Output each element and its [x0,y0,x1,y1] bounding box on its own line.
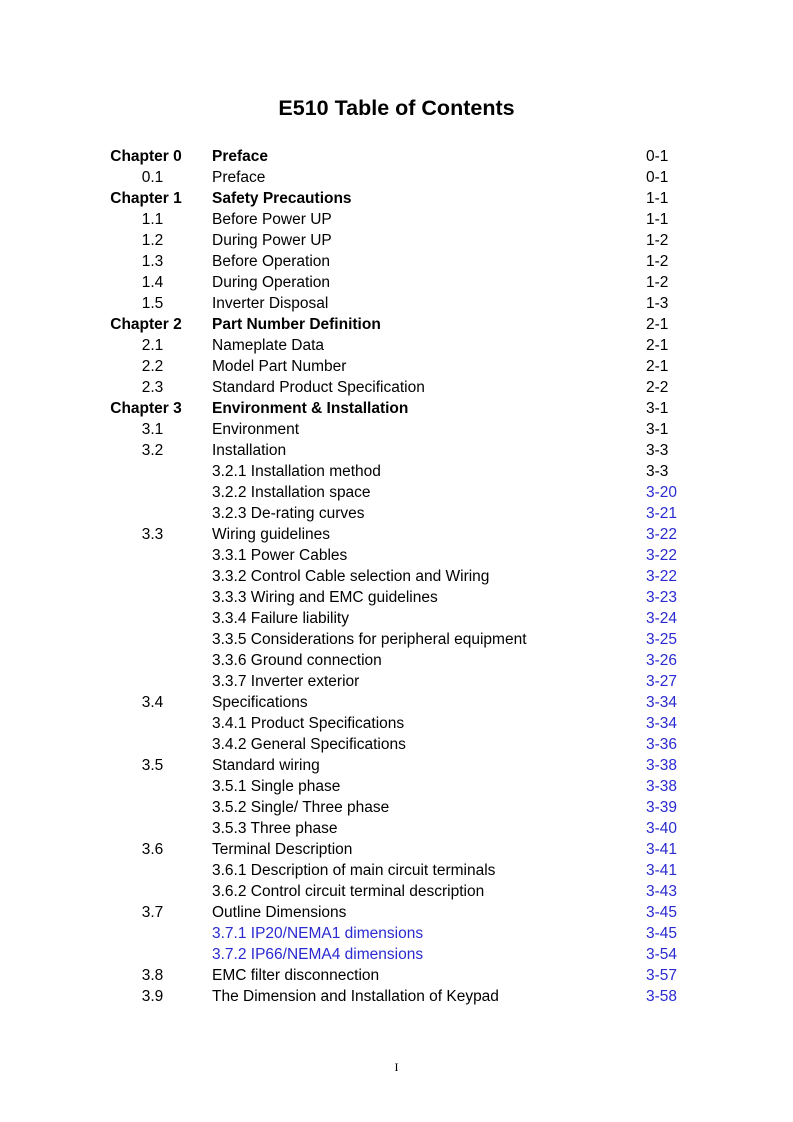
toc-entry-page[interactable]: 3-41 [646,862,678,879]
toc-entry-number: 3.9 [141,988,164,1005]
toc-entry-title: Specifications [212,694,308,711]
toc-subsection-row[interactable] [0,923,793,944]
toc-entry-number: 2.1 [141,337,164,354]
toc-entry-title: 3.3.6 Ground connection [212,652,382,669]
toc-entry-number: 3.7 [141,904,164,921]
toc-entry-title: Standard Product Specification [212,379,425,396]
toc-entry-page[interactable]: 3-26 [646,652,678,669]
toc-entry-title: Terminal Description [212,841,353,858]
toc-entry-page: 1-2 [646,232,669,249]
toc-subsection-row[interactable] [0,503,793,524]
toc-entry-title: Nameplate Data [212,337,325,354]
toc-section-row[interactable] [0,230,793,251]
toc-entry-number: 3.8 [141,967,164,984]
toc-entry-page[interactable]: 3-54 [646,946,678,963]
toc-entry-number: Chapter 2 [110,316,182,333]
toc-entry-number: 1.1 [141,211,164,228]
toc-section-row[interactable] [0,755,793,776]
toc-entry-page[interactable]: 3-38 [646,778,678,795]
toc-section-row[interactable] [0,902,793,923]
toc-entry-page: 0-1 [646,169,669,186]
toc-section-row[interactable] [0,251,793,272]
toc-entry-page[interactable]: 3-34 [646,694,678,711]
toc-entry-number: 0.1 [141,169,164,186]
toc-section-row[interactable] [0,377,793,398]
toc-entry-title: Environment [212,421,300,438]
toc-section-row[interactable] [0,356,793,377]
toc-subsection-row[interactable] [0,566,793,587]
toc-entry-title: 3.5.2 Single/ Three phase [212,799,390,816]
toc-subsection-row[interactable] [0,650,793,671]
toc-entry-page[interactable]: 3-45 [646,925,678,942]
toc-subsection-row[interactable] [0,713,793,734]
toc-entry-page: 3-3 [646,442,669,459]
toc-section-row[interactable] [0,986,793,1007]
toc-entry-title: Installation [212,442,287,459]
toc-entry-page[interactable]: 3-21 [646,505,678,522]
toc-entry-title: EMC filter disconnection [212,967,380,984]
toc-subsection-row[interactable] [0,818,793,839]
toc-entry-title: 3.6.1 Description of main circuit terminals [212,862,496,879]
toc-entry-page: 2-1 [646,358,669,375]
toc-entry-number: 3.2 [141,442,164,459]
toc-entry-title: 3.2.3 De-rating curves [212,505,365,522]
toc-entry-page[interactable]: 3-22 [646,547,678,564]
toc-entry-title: Preface [212,148,269,165]
toc-entry-page[interactable]: 3-22 [646,568,678,585]
toc-entry-page[interactable]: 3-36 [646,736,678,753]
toc-subsection-row[interactable] [0,881,793,902]
toc-entry-title: Model Part Number [212,358,347,375]
toc-entry-page[interactable]: 3-23 [646,589,678,606]
toc-section-row[interactable] [0,272,793,293]
toc-entry-number: 1.5 [141,295,164,312]
toc-entry-number: 3.3 [141,526,164,543]
toc-entry-page[interactable]: 3-40 [646,820,678,837]
page-number: I [394,1060,399,1074]
toc-subsection-row[interactable] [0,734,793,755]
toc-entry-page: 3-1 [646,421,669,438]
toc-entry-title[interactable]: 3.7.1 IP20/NEMA1 dimensions [212,925,424,942]
toc-entry-title: Before Operation [212,253,331,270]
toc-entry-page[interactable]: 3-38 [646,757,678,774]
toc-entry-title: 3.4.1 Product Specifications [212,715,405,732]
toc-entry-title: 3.6.2 Control circuit terminal description [212,883,485,900]
toc-entry-number: 3.6 [141,841,164,858]
toc-entry-title: Inverter Disposal [212,295,329,312]
toc-entry-number: 3.5 [141,757,164,774]
toc-entry-page[interactable]: 3-25 [646,631,678,648]
toc-entry-page: 1-2 [646,274,669,291]
toc-entry-title: Part Number Definition [212,316,381,333]
toc-entry-title: 3.4.2 General Specifications [212,736,406,753]
toc-entry-page: 1-2 [646,253,669,270]
toc-entry-page[interactable]: 3-41 [646,841,678,858]
toc-entry-title: Standard wiring [212,757,320,774]
toc-entry-title: 3.3.5 Considerations for peripheral equipment [212,631,527,648]
toc-entry-page: 1-1 [646,190,669,207]
toc-chapter-row[interactable] [0,146,793,167]
toc-section-row[interactable] [0,419,793,440]
toc-subsection-row[interactable] [0,671,793,692]
toc-entry-page[interactable]: 3-20 [646,484,678,501]
toc-entry-page: 2-2 [646,379,669,396]
toc-subsection-row[interactable] [0,776,793,797]
toc-entry-title: 3.3.3 Wiring and EMC guidelines [212,589,438,606]
toc-entry-number: Chapter 1 [110,190,182,207]
toc-entry-title: 3.3.4 Failure liability [212,610,349,627]
toc-subsection-row[interactable] [0,461,793,482]
toc-entry-title: Environment & Installation [212,400,409,417]
toc-section-row[interactable] [0,839,793,860]
toc-subsection-row[interactable] [0,944,793,965]
toc-entry-page: 2-1 [646,316,669,333]
toc-entry-number: Chapter 0 [110,148,182,165]
toc-entry-number: 1.4 [141,274,164,291]
toc-entry-title: During Power UP [212,232,332,249]
toc-entry-title: 3.3.7 Inverter exterior [212,673,360,690]
toc-subsection-row[interactable] [0,797,793,818]
toc-entry-title: 3.2.2 Installation space [212,484,371,501]
toc-section-row[interactable] [0,335,793,356]
toc-chapter-row[interactable] [0,314,793,335]
toc-entry-page: 3-1 [646,400,669,417]
toc-entry-title: The Dimension and Installation of Keypad [212,988,499,1005]
page-title: E510 Table of Contents [278,96,515,120]
toc-entry-number: 1.2 [141,232,164,249]
toc-subsection-row[interactable] [0,629,793,650]
toc-entry-number: Chapter 3 [110,400,182,417]
toc-chapter-row[interactable] [0,188,793,209]
toc-subsection-row[interactable] [0,860,793,881]
toc-entry-title: 3.2.1 Installation method [212,463,381,480]
toc-subsection-row[interactable] [0,545,793,566]
toc-entry-page[interactable]: 3-45 [646,904,678,921]
toc-entry-title: 3.3.2 Control Cable selection and Wiring [212,568,490,585]
toc-section-row[interactable] [0,965,793,986]
toc-entry-title: Outline Dimensions [212,904,347,921]
toc-entry-number: 2.2 [141,358,164,375]
toc-subsection-row[interactable] [0,587,793,608]
toc-entry-title[interactable]: 3.7.2 IP66/NEMA4 dimensions [212,946,424,963]
toc-entry-page[interactable]: 3-58 [646,988,678,1005]
toc-subsection-row[interactable] [0,482,793,503]
toc-entry-page[interactable]: 3-34 [646,715,678,732]
toc-entry-page[interactable]: 3-57 [646,967,678,984]
toc-entry-page[interactable]: 3-39 [646,799,678,816]
toc-entry-page: 0-1 [646,148,669,165]
toc-entry-number: 3.4 [141,694,164,711]
toc-section-row[interactable] [0,440,793,461]
toc-section-row[interactable] [0,692,793,713]
toc-subsection-row[interactable] [0,608,793,629]
table-of-contents [0,146,793,1007]
toc-entry-number: 3.1 [141,421,164,438]
toc-entry-title: Preface [212,169,266,186]
toc-entry-page: 1-3 [646,295,669,312]
toc-entry-page: 2-1 [646,337,669,354]
toc-section-row[interactable] [0,167,793,188]
toc-entry-title: 3.3.1 Power Cables [212,547,348,564]
toc-entry-title: Safety Precautions [212,190,352,207]
toc-entry-number: 2.3 [141,379,164,396]
toc-section-row[interactable] [0,293,793,314]
toc-entry-title: Before Power UP [212,211,332,228]
toc-section-row[interactable] [0,524,793,545]
toc-entry-number: 1.3 [141,253,164,270]
toc-entry-page: 1-1 [646,211,669,228]
toc-entry-title: During Operation [212,274,331,291]
toc-section-row[interactable] [0,209,793,230]
toc-chapter-row[interactable] [0,398,793,419]
toc-entry-title: 3.5.3 Three phase [212,820,338,837]
toc-entry-page[interactable]: 3-43 [646,883,678,900]
toc-entry-title: 3.5.1 Single phase [212,778,341,795]
toc-entry-page: 3-3 [646,463,669,480]
toc-entry-page[interactable]: 3-27 [646,673,678,690]
toc-entry-title: Wiring guidelines [212,526,331,543]
toc-entry-page[interactable]: 3-22 [646,526,678,543]
toc-entry-page[interactable]: 3-24 [646,610,678,627]
